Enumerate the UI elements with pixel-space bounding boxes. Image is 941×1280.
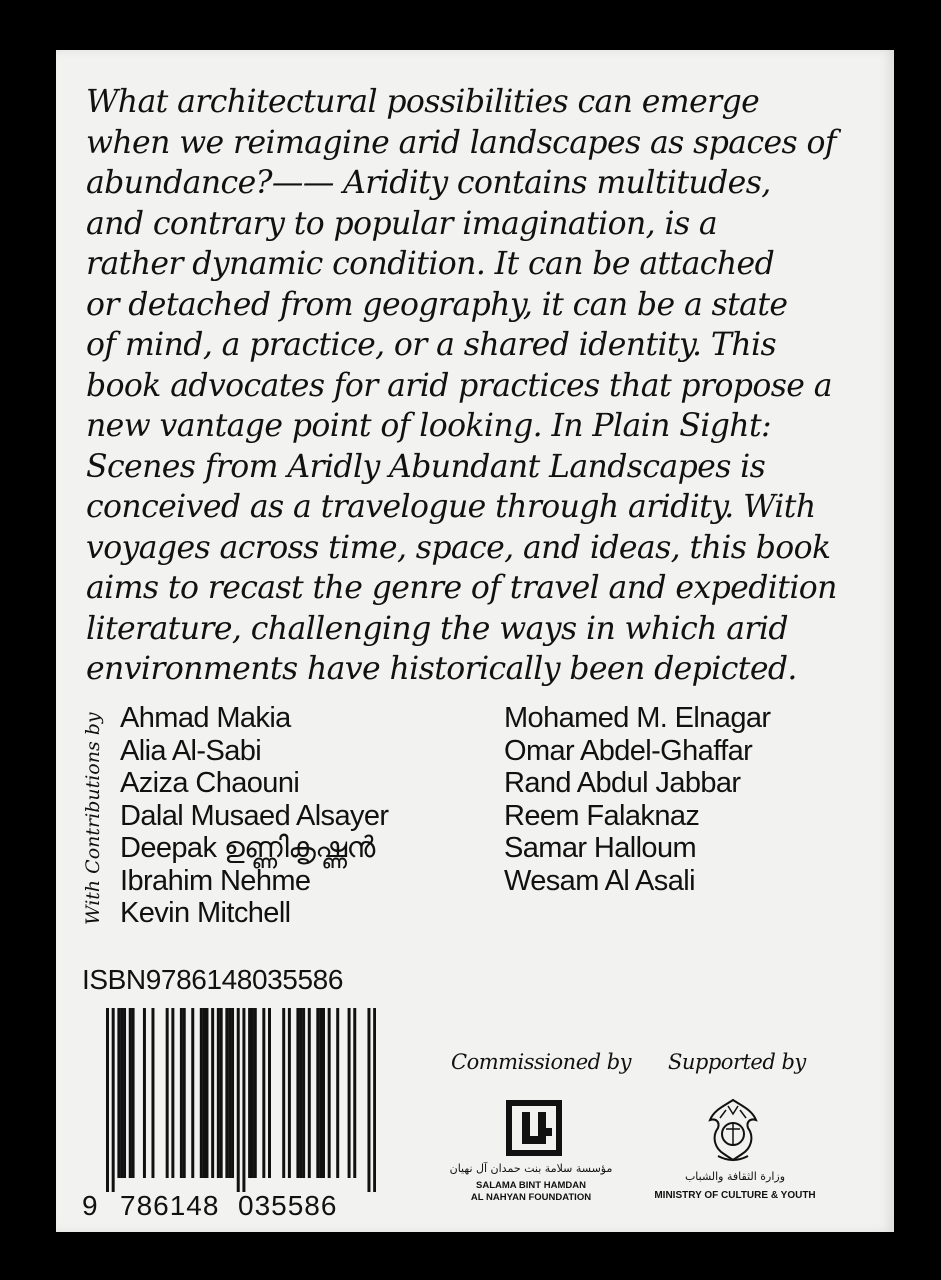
barcode-bar <box>143 1008 146 1178</box>
blurb-line: voyages across time, space, and ideas, this book <box>86 529 831 566</box>
blurb-line: aims to recast the genre of travel and expedition <box>86 570 837 606</box>
contributor-name: Deepak ഉണ്ണികൃഷ്ണൻ <box>120 832 375 864</box>
barcode-bar <box>106 1008 109 1192</box>
salama-foundation-arabic: مؤسسة سلامة بنت حمدان آل نهيان <box>449 1162 613 1175</box>
barcode-bar <box>220 1008 223 1178</box>
blurb-line: new vantage point of looking. In Plain Sight: <box>86 408 772 444</box>
blurb-line: abundance?—— Aridity contains multitudes, <box>86 165 771 201</box>
barcode-bar <box>353 1008 356 1178</box>
contributor-name: Rand Abdul Jabbar <box>504 767 741 799</box>
blurb-line: conceived as a travelogue through aridity. With <box>86 489 816 525</box>
barcode-bar <box>211 1008 214 1178</box>
barcode-bar <box>268 1008 271 1178</box>
barcode-bar <box>299 1008 302 1178</box>
blurb-line: What architectural possibilities can emerge <box>86 84 760 120</box>
barcode-bar <box>183 1008 186 1178</box>
barcode-bar <box>316 1008 319 1178</box>
barcode-bar <box>112 1008 115 1192</box>
blurb-line: book advocates for arid practices that propose a <box>86 367 832 404</box>
barcode-bar <box>288 1008 291 1178</box>
barcode-group-1: 786148 <box>120 1190 220 1221</box>
contributions-label: With Contributions by <box>82 712 104 925</box>
barcode-bar <box>373 1008 376 1192</box>
contributor-name: Kevin Mitchell <box>120 897 291 929</box>
salama-foundation-name <box>441 1180 621 1204</box>
contributor-name: Aziza Chaouni <box>120 767 300 799</box>
uae-emblem-icon <box>706 1096 760 1166</box>
salama-foundation-logo-icon <box>506 1100 562 1156</box>
contributor-name: Samar Halloum <box>504 832 697 864</box>
barcode-bar <box>205 1008 208 1178</box>
salama-foundation-name-line1: SALAMA BINT HAMDAN <box>476 1180 586 1191</box>
contributor-name: Mohamed M. Elnagar <box>504 702 771 734</box>
barcode-bar <box>262 1008 265 1178</box>
contributor-name: Dalal Musaed Alsayer <box>120 799 389 832</box>
blurb-line: or detached from geography, it can be a state <box>86 286 788 323</box>
isbn-label: ISBN9786148035586 <box>82 964 343 995</box>
blurb-line: rather dynamic condition. It can be attached <box>86 246 775 282</box>
contributor-name: Alia Al-Sabi <box>120 734 262 767</box>
barcode-bar <box>328 1008 331 1178</box>
barcode-bar <box>367 1008 370 1192</box>
barcode-bar <box>319 1008 322 1178</box>
barcode-bar <box>296 1008 299 1178</box>
barcode-bar <box>217 1008 220 1178</box>
barcode-group-2: 035586 <box>238 1190 338 1221</box>
commissioned-by-label: Commissioned by <box>451 1050 632 1074</box>
barcode-bar <box>117 1008 120 1178</box>
blurb-line: literature, challenging the ways in which arid <box>86 610 788 647</box>
barcode-bar <box>203 1008 206 1178</box>
barcode-bar <box>228 1008 231 1178</box>
barcode-bar <box>348 1008 351 1178</box>
blurb-text <box>86 82 876 690</box>
barcode-bar <box>248 1008 251 1178</box>
barcode-bar <box>322 1008 325 1178</box>
barcode-bar <box>282 1008 285 1178</box>
barcode-bar <box>200 1008 203 1178</box>
salama-foundation-name-line2: AL NAHYAN FOUNDATION <box>470 1192 592 1203</box>
barcode-bar <box>180 1008 183 1178</box>
barcode-bar <box>254 1008 257 1178</box>
barcode-bar <box>191 1008 194 1178</box>
ministry-name: MINISTRY OF CULTURE & YOUTH <box>654 1190 816 1201</box>
book-back-cover <box>56 50 894 1232</box>
blurb-line: and contrary to popular imagination, is a <box>86 205 718 242</box>
contributor-name: Wesam Al Asali <box>504 864 695 897</box>
blurb-line: of mind, a practice, or a shared identity. This <box>86 327 777 363</box>
contributor-name: Ibrahim Nehme <box>120 864 311 897</box>
barcode-bar <box>166 1008 169 1178</box>
supported-by-label: Supported by <box>668 1050 806 1074</box>
barcode-bar <box>151 1008 154 1178</box>
barcode <box>106 1008 376 1192</box>
contributors-left-column <box>120 702 388 930</box>
barcode-bar <box>129 1008 132 1178</box>
barcode-bar <box>132 1008 135 1178</box>
ministry-arabic: وزارة الثقافة والشباب <box>684 1170 786 1183</box>
contributor-name: Reem Falaknaz <box>504 799 700 832</box>
barcode-bar <box>231 1008 234 1178</box>
barcode-bar <box>336 1008 339 1178</box>
barcode-bar <box>225 1008 228 1178</box>
contributors-right-column <box>504 702 770 897</box>
barcode-bar <box>308 1008 311 1178</box>
barcode-bar <box>251 1008 254 1178</box>
barcode-bar <box>171 1008 174 1178</box>
barcode-number <box>82 1190 382 1222</box>
barcode-bar <box>120 1008 123 1178</box>
blurb-line: when we reimagine arid landscapes as spaces of <box>86 124 836 161</box>
barcode-bar <box>237 1008 240 1192</box>
barcode-bar <box>123 1008 126 1178</box>
blurb-line: environments have historically been depicted. <box>86 651 797 687</box>
barcode-bar <box>302 1008 305 1178</box>
blurb-line: Scenes from Aridly Abundant Landscapes is <box>86 448 766 485</box>
contributor-name: Omar Abdel-Ghaffar <box>504 734 753 767</box>
barcode-digit-first: 9 <box>82 1190 99 1221</box>
barcode-bar <box>242 1008 245 1192</box>
contributor-name: Ahmad Makia <box>120 702 291 734</box>
